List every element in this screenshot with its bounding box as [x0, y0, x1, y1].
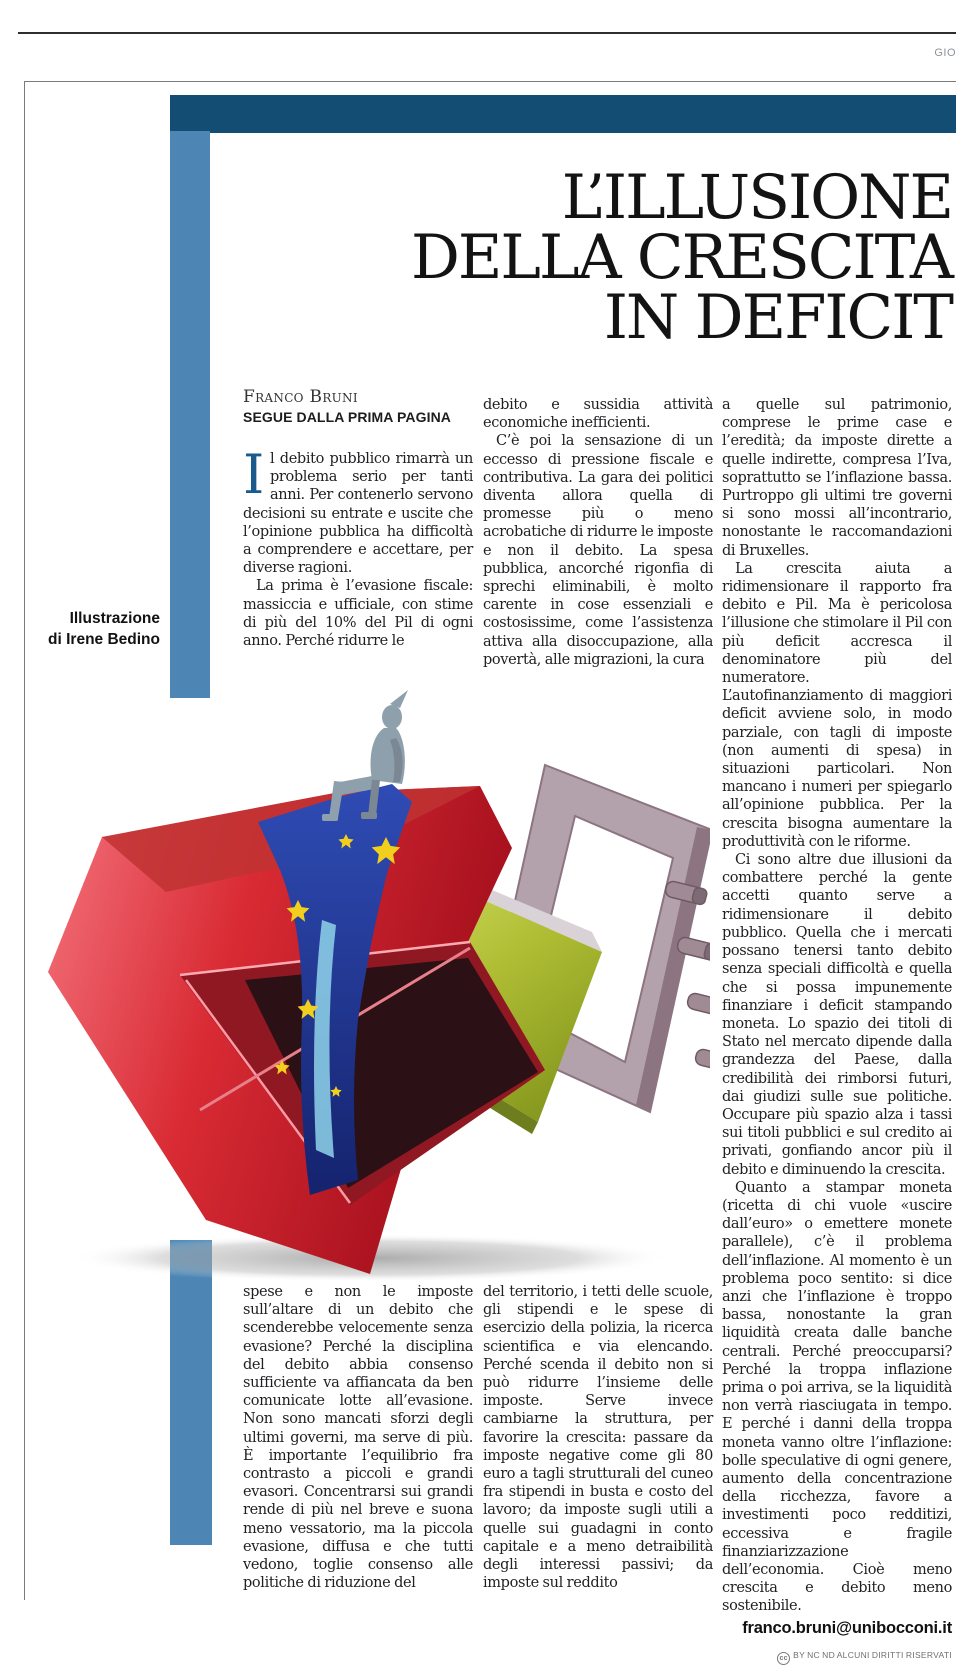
page-frame-top: [24, 81, 956, 82]
dateline: GIO: [934, 47, 956, 59]
paragraph: La crescita aiuta a ridimensionare il rapporto fra debito e Pil. Ma è pericolosa l’illusione che stimolare il Pil con più deficit accresca il denominatore più del numeratore. L’autofinanziamento di maggiori deficit avviene solo, in modo parziale, con tagli di imposte (non aumenti di spesa) in situazioni particolari. Non mancano i numeri per spiegarlo all’opinione pubblica. Per la crescita bisogna aumentare la produttività con le riforme.: [722, 560, 952, 850]
credit-line-1: Illustrazione: [69, 610, 160, 627]
column-2-lower: [483, 1283, 713, 1592]
title-line-2: DELLA CRESCITA: [411, 222, 952, 293]
paragraph: a quelle sul patrimonio, comprese le prime case e l’eredità; da imposte dirette a quelle indirette, compresa l’Iva, soprattutto se l’inflazione bassa. Purtroppo gli ultimi tre governi si sono mossi all’incontrario, nonostante le raccomandazioni di Bruxelles.: [722, 397, 952, 559]
page-frame-left: [24, 81, 25, 1600]
safe-illustration: [40, 680, 710, 1290]
author-email: franco.bruni@unibocconi.it: [742, 1618, 952, 1637]
paragraph: [243, 443, 473, 577]
paragraph: Quanto a stampar moneta (ricetta di chi vuole «uscire dall’euro» o emettere monete parallele), c’è il problema dell’inflazione. Al momento è un problema poco sentito: si dice anzi che l’inflazione è troppo bassa, nonostante la gran liquidità creata dalle banche centrali. Perché preoccuparsi? Perché la troppa inflazione prima o poi arriva, se la liquidità non verrà riasciugata in tempo. E perché i danni della troppa moneta vanno oltre l’inflazione: bolle speculative di ogni genere, aumento della concentrazione della ricchezza, favore a investimenti poco redditizi, eccessiva e fragile finanziarizzazione dell’economia. Cioè meno crescita e debito meno sostenibile.: [722, 1179, 952, 1615]
illustration-credit: [24, 608, 160, 650]
paragraph: La prima è l’evasione fiscale: massiccia e ufficiale, con stime di più del 10% del Pil di ogni anno. Perché ridurre le: [243, 578, 473, 650]
column-1-lower: [243, 1283, 473, 1592]
credit-line-2: di Irene Bedino: [48, 631, 160, 648]
column-1-upper: [243, 443, 473, 650]
title-line-3: IN DEFICIT: [603, 282, 952, 353]
paragraph: Ci sono altre due illusioni da combattere perché la gente accetti quanto serve a ridimensionare il debito pubblico. Quella che i mercati possano tenersi tanto debito senza speciali difficoltà e quella che si possa impunemente finanziare i deficit stampando moneta. Lo spazio dei titoli di Stato nel mercato dipende dalla grandezza del Paese, dalla credibilità dei rimborsi futuri, dai giudizi sulle sue politiche. Occupare più spazio alza i tassi sui titoli pubblici e sul credito ai privati, gonfiando ancor più il debito e diminuendo la crescita.: [722, 852, 952, 1178]
column-3: [722, 396, 952, 1665]
paragraph: C’è poi la sensazione di un eccesso di pressione fiscale e contributiva. La gara dei politici diventa allora quella di promesse più o meno acrobatiche di ridurre le imposte e non il debito. La spesa pubblica, ancorché rigonfia di sprechi eliminabili, è molto carente in cose essenziali e costosissime, come l’assistenza attiva alla disoccupazione, alla povertà, alle migrazioni, la cura: [483, 433, 713, 668]
byline-kicker: SEGUE DALLA PRIMA PAGINA: [243, 409, 451, 425]
author-name: Franco Bruni: [243, 387, 358, 407]
paragraph: spese e non le imposte sull’altare di un debito che scenderebbe velocemente senza evasione? Perché la disciplina del debito abbia consenso sufficiente va affiancata da ben comunicate lotte all’evasione. Non sono mancati sforzi degli ultimi governi, ma serve di più. È importante l’equilibrio fra contrasto a piccoli e grandi evasori. Concentrarsi sui grandi rende di più nel breve e suona meno vessatorio, ma la piccola evasione, diffusa e che tutti vedono, toglie consenso alle politiche di riduzione del: [243, 1284, 473, 1592]
vertical-bar-top: [170, 131, 210, 698]
header-bar-dark: [170, 95, 956, 133]
license-line: [722, 1646, 952, 1665]
page-title: [250, 162, 952, 353]
paragraph: del territorio, i tetti delle scuole, gli stipendi e le spese di esercizio della polizia, la ricerca scientifica e via elencando. Perché scenda il debito non si può ridurre l’insieme delle imposte. Serve invece cambiarne la struttura, per favorire la crescita: passare da imposte negative come gli 80 euro a tagli strutturali del cuneo fra stipendi in busta e costo del lavoro; da imposte sugli utili a quelle sui guadagni in conto capitale e a meno detraibilità degli interessi passivi; da imposte sul reddito: [483, 1284, 713, 1592]
column-2-upper: [483, 396, 713, 669]
paragraph-text: l debito pubblico rimarrà un problema serio per tanti anni. Per contenerlo servono decisioni su entrate e uscite che l’opinione pubblica ha difficoltà a comprendere e accettare, per diverse ragioni.: [243, 451, 473, 577]
cc-license-icon: cc: [777, 1652, 790, 1665]
license-text: BY NC ND ALCUNI DIRITTI RISERVATI: [793, 1649, 952, 1660]
paragraph: debito e sussidia attività economiche inefficienti.: [483, 397, 713, 432]
title-line-1: L’ILLUSIONE: [561, 162, 952, 233]
top-rule: [18, 32, 956, 34]
byline: [243, 388, 473, 426]
drop-cap: I: [243, 443, 264, 506]
